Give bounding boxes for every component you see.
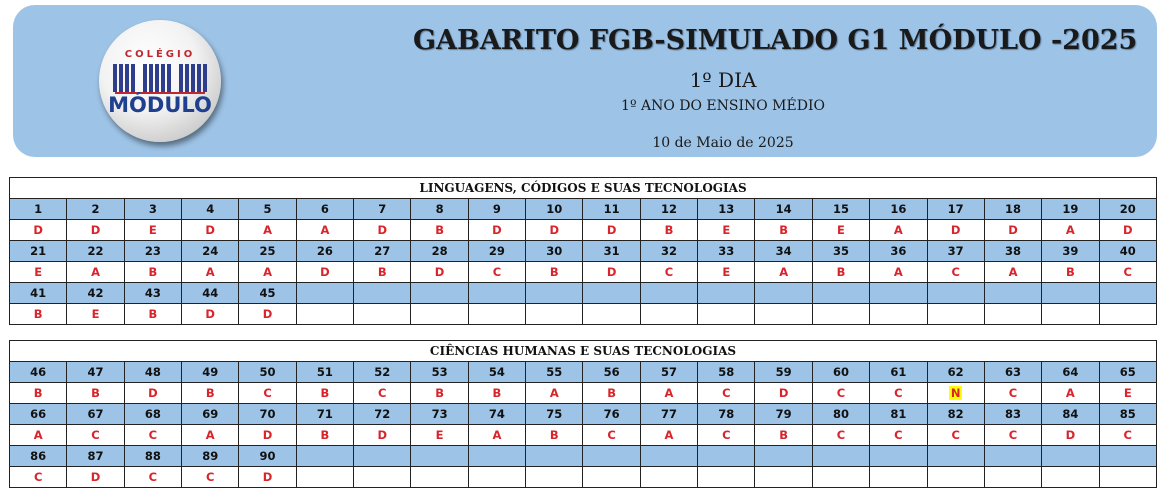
question-number: 67 [67, 404, 124, 425]
answer-cell: B [526, 425, 583, 446]
answer-cell [698, 467, 755, 488]
question-number: 88 [124, 446, 181, 467]
question-number: 74 [468, 404, 525, 425]
answer-cell: A [755, 262, 812, 283]
question-number: 17 [927, 199, 984, 220]
answer-cell: A [182, 425, 239, 446]
answer-row [10, 467, 1157, 488]
question-number [583, 446, 640, 467]
logo-bar [191, 64, 195, 92]
answer-cell: C [812, 425, 869, 446]
exam-day: 1º DIA [689, 68, 757, 92]
answer-cell: B [411, 220, 468, 241]
question-number: 83 [984, 404, 1041, 425]
question-number: 63 [984, 362, 1041, 383]
answer-cell [698, 304, 755, 325]
answer-cell [640, 304, 697, 325]
question-number: 32 [640, 241, 697, 262]
question-number: 69 [182, 404, 239, 425]
page-title: GABARITO FGB-SIMULADO G1 MÓDULO -2025 [413, 25, 1138, 56]
answer-row [10, 425, 1157, 446]
logo-bar [197, 64, 201, 92]
question-number: 31 [583, 241, 640, 262]
question-number [698, 446, 755, 467]
answer-cell: C [67, 425, 124, 446]
section-title-row [10, 341, 1157, 362]
answer-cell [468, 304, 525, 325]
answer-cell: D [583, 220, 640, 241]
question-number: 21 [10, 241, 67, 262]
answer-cell: C [124, 425, 181, 446]
question-number: 72 [354, 404, 411, 425]
answer-cell [354, 304, 411, 325]
answer-cell [296, 467, 353, 488]
answer-cell [1099, 467, 1156, 488]
answer-cell: E [411, 425, 468, 446]
answer-cell: A [870, 220, 927, 241]
answer-cell: C [583, 425, 640, 446]
answer-cell: B [640, 220, 697, 241]
question-number: 34 [755, 241, 812, 262]
answer-cell: C [10, 467, 67, 488]
logo-bar [149, 64, 153, 92]
answer-cell: D [239, 304, 296, 325]
answer-cell: A [1042, 220, 1099, 241]
question-number [755, 446, 812, 467]
question-number: 13 [698, 199, 755, 220]
question-number: 50 [239, 362, 296, 383]
question-number: 29 [468, 241, 525, 262]
question-number-row [10, 404, 1157, 425]
answer-cell [411, 304, 468, 325]
question-number: 47 [67, 362, 124, 383]
question-number: 51 [296, 362, 353, 383]
section-title: LINGUAGENS, CÓDIGOS E SUAS TECNOLOGIAS [10, 178, 1157, 199]
answer-cell [755, 304, 812, 325]
question-number: 4 [182, 199, 239, 220]
answer-row [10, 220, 1157, 241]
question-number: 46 [10, 362, 67, 383]
answer-cell: B [296, 383, 353, 404]
header-banner [13, 5, 1157, 157]
question-number: 52 [354, 362, 411, 383]
logo-bar [143, 64, 147, 92]
question-number: 16 [870, 199, 927, 220]
answer-cell: C [812, 383, 869, 404]
question-number: 64 [1042, 362, 1099, 383]
logo-bottom-text: MÓDULO [108, 93, 212, 117]
question-number [984, 446, 1041, 467]
answer-cell: A [468, 425, 525, 446]
answer-cell [927, 304, 984, 325]
answer-cell: D [755, 383, 812, 404]
question-number-row [10, 446, 1157, 467]
logo-bars [113, 64, 207, 92]
school-logo [99, 20, 221, 142]
question-number: 22 [67, 241, 124, 262]
question-number: 66 [10, 404, 67, 425]
answer-cell: E [124, 220, 181, 241]
question-number: 44 [182, 283, 239, 304]
grade-level: 1º ANO DO ENSINO MÉDIO [621, 98, 825, 114]
question-number: 35 [812, 241, 869, 262]
logo-bar [113, 64, 117, 92]
logo-top-text: COLÉGIO [124, 49, 196, 60]
question-number [526, 283, 583, 304]
question-number [984, 283, 1041, 304]
question-number: 76 [583, 404, 640, 425]
question-number: 49 [182, 362, 239, 383]
question-number [583, 283, 640, 304]
question-number: 59 [755, 362, 812, 383]
answer-cell: D [984, 220, 1041, 241]
answer-cell: B [182, 383, 239, 404]
logo-bar [161, 64, 165, 92]
answer-cell: A [67, 262, 124, 283]
question-number [1099, 283, 1156, 304]
answer-cell: B [10, 383, 67, 404]
logo-bar [119, 64, 123, 92]
answer-cell [526, 304, 583, 325]
answer-cell: D [354, 425, 411, 446]
answer-cell: D [239, 467, 296, 488]
answer-cell: E [10, 262, 67, 283]
answer-cell: D [411, 262, 468, 283]
answer-row [10, 383, 1157, 404]
answer-cell: A [296, 220, 353, 241]
question-number: 57 [640, 362, 697, 383]
answer-cell [526, 467, 583, 488]
question-number [526, 446, 583, 467]
answer-cell: D [67, 467, 124, 488]
logo-bar [125, 64, 129, 92]
answer-cell [927, 383, 984, 404]
answer-cell: C [984, 383, 1041, 404]
question-number: 87 [67, 446, 124, 467]
answer-cell: E [1099, 383, 1156, 404]
question-number: 84 [1042, 404, 1099, 425]
question-number: 86 [10, 446, 67, 467]
question-number: 10 [526, 199, 583, 220]
question-number [812, 283, 869, 304]
answer-cell: A [640, 425, 697, 446]
question-number: 3 [124, 199, 181, 220]
question-number: 9 [468, 199, 525, 220]
answer-cell: B [354, 262, 411, 283]
logo-bar [203, 64, 207, 92]
question-number: 81 [870, 404, 927, 425]
answer-cell: A [239, 262, 296, 283]
question-number [927, 283, 984, 304]
answer-cell: B [124, 304, 181, 325]
answer-cell [354, 467, 411, 488]
question-number: 65 [1099, 362, 1156, 383]
section-title: CIÊNCIAS HUMANAS E SUAS TECNOLOGIAS [10, 341, 1157, 362]
answer-row [10, 262, 1157, 283]
answer-cell [1042, 304, 1099, 325]
question-number: 36 [870, 241, 927, 262]
answer-cell: A [870, 262, 927, 283]
answer-cell: C [1099, 425, 1156, 446]
question-number: 60 [812, 362, 869, 383]
answer-cell: C [182, 467, 239, 488]
answer-cell: B [812, 262, 869, 283]
question-number: 11 [583, 199, 640, 220]
question-number: 41 [10, 283, 67, 304]
question-number: 27 [354, 241, 411, 262]
question-number: 39 [1042, 241, 1099, 262]
question-number: 2 [67, 199, 124, 220]
question-number: 7 [354, 199, 411, 220]
question-number: 26 [296, 241, 353, 262]
question-number: 71 [296, 404, 353, 425]
question-number: 19 [1042, 199, 1099, 220]
question-number [870, 283, 927, 304]
question-number [1042, 446, 1099, 467]
answer-cell: B [583, 383, 640, 404]
question-number: 6 [296, 199, 353, 220]
answer-cell [755, 467, 812, 488]
question-number: 38 [984, 241, 1041, 262]
question-number [296, 446, 353, 467]
answer-cell [468, 467, 525, 488]
logo-bar [131, 64, 135, 92]
answer-cell: C [239, 383, 296, 404]
answer-cell: C [927, 425, 984, 446]
question-number: 62 [927, 362, 984, 383]
answer-cell: D [67, 220, 124, 241]
question-number [296, 283, 353, 304]
answer-cell: D [239, 425, 296, 446]
question-number [698, 283, 755, 304]
answer-cell: C [698, 383, 755, 404]
question-number: 40 [1099, 241, 1156, 262]
question-number: 48 [124, 362, 181, 383]
question-number: 5 [239, 199, 296, 220]
question-number [927, 446, 984, 467]
answer-cell: C [698, 425, 755, 446]
answer-cell: D [182, 220, 239, 241]
question-number: 30 [526, 241, 583, 262]
answer-cell: A [1042, 383, 1099, 404]
answer-cell: A [239, 220, 296, 241]
answer-cell [296, 304, 353, 325]
question-number: 25 [239, 241, 296, 262]
answer-cell [870, 467, 927, 488]
answer-cell: D [10, 220, 67, 241]
answer-table-humanas [9, 340, 1157, 488]
answer-cell: D [296, 262, 353, 283]
question-number: 12 [640, 199, 697, 220]
answer-cell: B [755, 425, 812, 446]
answer-cell: E [812, 220, 869, 241]
exam-date: 10 de Maio de 2025 [652, 135, 794, 151]
answer-cell [1099, 304, 1156, 325]
answer-cell: D [1042, 425, 1099, 446]
answer-cell [583, 467, 640, 488]
question-number [755, 283, 812, 304]
question-number: 1 [10, 199, 67, 220]
question-number: 8 [411, 199, 468, 220]
question-number: 73 [411, 404, 468, 425]
logo-bar [167, 64, 171, 92]
answer-cell: D [1099, 220, 1156, 241]
question-number: 15 [812, 199, 869, 220]
question-number [354, 283, 411, 304]
answer-cell: A [984, 262, 1041, 283]
question-number [411, 283, 468, 304]
question-number: 28 [411, 241, 468, 262]
question-number: 54 [468, 362, 525, 383]
answer-cell [812, 304, 869, 325]
question-number: 79 [755, 404, 812, 425]
question-number [411, 446, 468, 467]
question-number: 82 [927, 404, 984, 425]
answer-cell: A [640, 383, 697, 404]
question-number: 43 [124, 283, 181, 304]
question-number: 20 [1099, 199, 1156, 220]
question-number: 33 [698, 241, 755, 262]
question-number [1099, 446, 1156, 467]
answer-cell: C [468, 262, 525, 283]
question-number-row [10, 283, 1157, 304]
answer-cell: C [870, 383, 927, 404]
question-number: 80 [812, 404, 869, 425]
logo-bar [185, 64, 189, 92]
question-number [870, 446, 927, 467]
answer-cell: D [124, 383, 181, 404]
question-number-row [10, 241, 1157, 262]
answer-cell: B [10, 304, 67, 325]
answer-cell: E [67, 304, 124, 325]
answer-cell [411, 467, 468, 488]
answer-cell: B [755, 220, 812, 241]
answer-cell: B [411, 383, 468, 404]
question-number: 42 [67, 283, 124, 304]
answer-cell: C [927, 262, 984, 283]
answer-cell: D [526, 220, 583, 241]
question-number: 85 [1099, 404, 1156, 425]
question-number: 61 [870, 362, 927, 383]
question-number: 23 [124, 241, 181, 262]
answer-cell: C [870, 425, 927, 446]
answer-cell: A [10, 425, 67, 446]
answer-cell: C [124, 467, 181, 488]
answer-cell: D [583, 262, 640, 283]
answer-cell: B [526, 262, 583, 283]
question-number: 70 [239, 404, 296, 425]
question-number: 24 [182, 241, 239, 262]
question-number: 45 [239, 283, 296, 304]
answer-row [10, 304, 1157, 325]
highlighted-answer: N [950, 386, 961, 400]
question-number: 90 [239, 446, 296, 467]
question-number [354, 446, 411, 467]
question-number: 78 [698, 404, 755, 425]
answer-cell [1042, 467, 1099, 488]
answer-cell: B [1042, 262, 1099, 283]
section-title-row [10, 178, 1157, 199]
logo-bar [155, 64, 159, 92]
question-number-row [10, 362, 1157, 383]
question-number: 53 [411, 362, 468, 383]
question-number: 75 [526, 404, 583, 425]
question-number: 37 [927, 241, 984, 262]
answer-cell: A [526, 383, 583, 404]
answer-cell: D [182, 304, 239, 325]
question-number: 55 [526, 362, 583, 383]
answer-cell [640, 467, 697, 488]
answer-cell [984, 467, 1041, 488]
question-number: 14 [755, 199, 812, 220]
question-number: 89 [182, 446, 239, 467]
answer-cell: D [354, 220, 411, 241]
logo-bar [179, 64, 183, 92]
answer-cell [812, 467, 869, 488]
answer-cell: B [124, 262, 181, 283]
answer-cell [927, 467, 984, 488]
question-number: 68 [124, 404, 181, 425]
question-number: 77 [640, 404, 697, 425]
question-number [468, 446, 525, 467]
answer-cell: D [927, 220, 984, 241]
answer-cell: E [698, 220, 755, 241]
question-number-row [10, 199, 1157, 220]
answer-cell: C [1099, 262, 1156, 283]
answer-cell [984, 304, 1041, 325]
question-number [640, 446, 697, 467]
answer-cell [583, 304, 640, 325]
question-number [1042, 283, 1099, 304]
question-number: 18 [984, 199, 1041, 220]
answer-cell: A [182, 262, 239, 283]
answer-cell: D [468, 220, 525, 241]
question-number [468, 283, 525, 304]
question-number: 56 [583, 362, 640, 383]
question-number: 58 [698, 362, 755, 383]
answer-table-linguagens [9, 177, 1157, 325]
answer-cell [870, 304, 927, 325]
answer-cell: B [468, 383, 525, 404]
answer-cell: C [984, 425, 1041, 446]
question-number [640, 283, 697, 304]
answer-cell: B [296, 425, 353, 446]
answer-cell: C [640, 262, 697, 283]
answer-cell: B [67, 383, 124, 404]
answer-cell: E [698, 262, 755, 283]
question-number [812, 446, 869, 467]
answer-cell: C [354, 383, 411, 404]
